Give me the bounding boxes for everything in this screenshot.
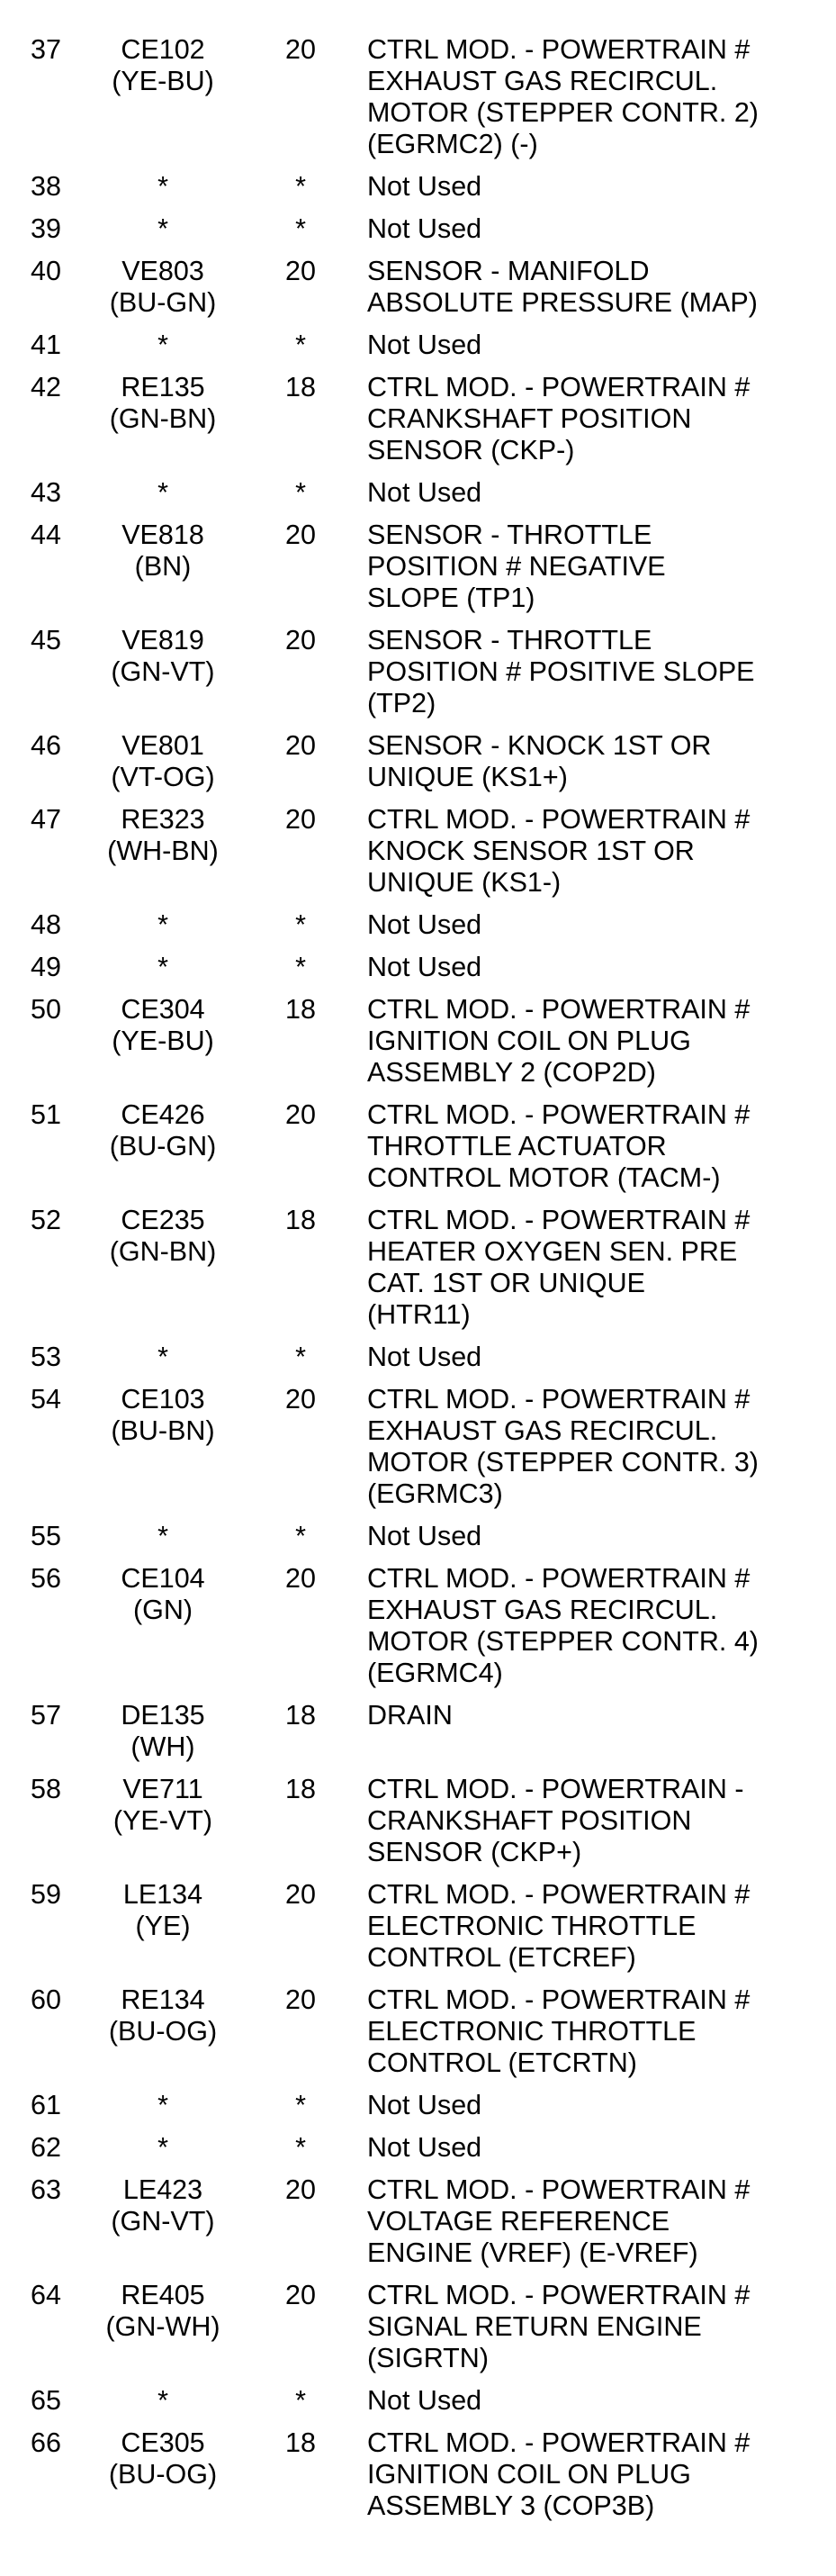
description-line: CTRL MOD. - POWERTRAIN # — [367, 34, 751, 65]
pin-description — [367, 256, 831, 319]
description-line: CTRL MOD. - POWERTRAIN # — [367, 1984, 751, 2015]
wire-gauge: 20 — [285, 34, 316, 65]
wire-gauge: 18 — [285, 1774, 316, 1804]
pin-description — [367, 2427, 831, 2522]
wire-color: (VT-OG) — [111, 762, 215, 792]
wire-gauge: * — [295, 2132, 306, 2163]
pin-description — [367, 730, 831, 793]
circuit-code: * — [157, 2090, 168, 2120]
pin-number: 60 — [31, 1984, 61, 2015]
wire-circuit — [101, 330, 225, 361]
pin-description — [367, 804, 831, 899]
wire-gauge: 18 — [285, 1205, 316, 1235]
pin-number: 66 — [31, 2427, 61, 2458]
table-row — [0, 213, 836, 245]
description-line: Not Used — [367, 2385, 482, 2416]
circuit-code: VE819 — [121, 625, 204, 655]
wire-gauge: 20 — [285, 1384, 316, 1415]
description-line: Not Used — [367, 2090, 482, 2120]
pin-number: 64 — [31, 2280, 61, 2310]
description-line: ABSOLUTE PRESSURE (MAP) — [367, 287, 758, 318]
circuit-code: CE104 — [121, 1563, 205, 1594]
wire-color: (WH-BN) — [107, 836, 219, 866]
pin-number: 62 — [31, 2132, 61, 2163]
wire-color: (GN-BN) — [109, 1236, 217, 1267]
description-line: (EGRMC4) — [367, 1658, 503, 1688]
description-line: CTRL MOD. - POWERTRAIN # — [367, 1879, 751, 1910]
pin-number: 49 — [31, 952, 61, 982]
wire-color: (GN-VT) — [111, 2206, 215, 2237]
wire-gauge: 20 — [285, 730, 316, 761]
description-line: Not Used — [367, 952, 482, 982]
wire-gauge: * — [295, 477, 306, 508]
table-row — [0, 520, 836, 614]
pin-description — [367, 1563, 831, 1689]
pin-description — [367, 1879, 831, 1974]
pin-description — [367, 1774, 831, 1868]
table-row — [0, 1700, 836, 1763]
wire-circuit — [101, 213, 225, 245]
pin-number: 51 — [31, 1099, 61, 1130]
pin-number: 47 — [31, 804, 61, 835]
description-line: UNIQUE (KS1-) — [367, 867, 562, 898]
pin-number: 63 — [31, 2174, 61, 2205]
wire-color: (YE) — [135, 1911, 191, 1941]
description-line: CTRL MOD. - POWERTRAIN # — [367, 1563, 751, 1594]
wire-color: (BU-GN) — [109, 1131, 217, 1161]
description-line: VOLTAGE REFERENCE — [367, 2206, 670, 2237]
description-line: HEATER OXYGEN SEN. PRE — [367, 1236, 738, 1267]
pin-number: 55 — [31, 1521, 61, 1551]
pin-description — [367, 1342, 831, 1373]
circuit-code: * — [157, 213, 168, 244]
wire-gauge: 18 — [285, 372, 316, 402]
wire-gauge: * — [295, 213, 306, 244]
description-line: MOTOR (STEPPER CONTR. 2) — [367, 97, 759, 128]
description-line: CTRL MOD. - POWERTRAIN # — [367, 994, 751, 1025]
pin-description — [367, 2385, 831, 2417]
table-row — [0, 256, 836, 319]
pin-description — [367, 477, 831, 509]
pin-description — [367, 213, 831, 245]
wire-circuit — [101, 372, 225, 435]
description-line: ASSEMBLY 2 (COP2D) — [367, 1057, 656, 1088]
description-line: SENSOR - THROTTLE — [367, 520, 652, 550]
description-line: CONTROL (ETCREF) — [367, 1942, 636, 1973]
table-row — [0, 330, 836, 361]
pin-description — [367, 2090, 831, 2121]
pin-number: 41 — [31, 330, 61, 360]
circuit-code: * — [157, 2385, 168, 2416]
wire-gauge: * — [295, 1521, 306, 1551]
circuit-code: * — [157, 909, 168, 940]
pin-number: 57 — [31, 1700, 61, 1731]
pin-number: 39 — [31, 213, 61, 244]
pin-number: 38 — [31, 171, 61, 202]
pin-description — [367, 1700, 831, 1731]
circuit-code: * — [157, 952, 168, 982]
description-line: ENGINE (VREF) (E-VREF) — [367, 2237, 698, 2268]
wire-gauge: 20 — [285, 520, 316, 550]
circuit-code: RE323 — [121, 804, 205, 835]
wire-color: (GN-BN) — [109, 403, 217, 434]
wire-circuit — [101, 2385, 225, 2417]
circuit-code: CE305 — [121, 2427, 205, 2458]
description-line: Not Used — [367, 1521, 482, 1551]
circuit-code: * — [157, 330, 168, 360]
wire-gauge: * — [295, 909, 306, 940]
pin-number: 48 — [31, 909, 61, 940]
circuit-code: LE134 — [122, 1879, 203, 1910]
description-line: KNOCK SENSOR 1ST OR — [367, 836, 695, 866]
wire-circuit — [101, 730, 225, 793]
pin-description — [367, 994, 831, 1089]
pin-description — [367, 1205, 831, 1331]
wire-circuit — [101, 1700, 225, 1763]
wire-gauge: * — [295, 171, 306, 202]
circuit-code: CE426 — [121, 1099, 205, 1130]
description-line: CTRL MOD. - POWERTRAIN # — [367, 2174, 751, 2205]
wire-gauge: 20 — [285, 2280, 316, 2310]
table-row — [0, 952, 836, 983]
description-line: CTRL MOD. - POWERTRAIN # — [367, 1205, 751, 1235]
wire-circuit — [101, 2090, 225, 2121]
wire-circuit — [101, 1774, 225, 1837]
pin-description — [367, 1384, 831, 1510]
table-row — [0, 909, 836, 941]
wire-circuit — [101, 804, 225, 867]
description-line: SIGNAL RETURN ENGINE — [367, 2311, 702, 2342]
description-line: Not Used — [367, 2132, 482, 2163]
pin-description — [367, 952, 831, 983]
table-row — [0, 2427, 836, 2522]
table-row — [0, 730, 836, 793]
wire-circuit — [101, 171, 225, 203]
wire-circuit — [101, 477, 225, 509]
wire-gauge: * — [295, 2090, 306, 2120]
wire-gauge: 18 — [285, 1700, 316, 1731]
description-line: Not Used — [367, 330, 482, 360]
description-line: CAT. 1ST OR UNIQUE — [367, 1268, 646, 1298]
table-row — [0, 1774, 836, 1868]
pin-number: 53 — [31, 1342, 61, 1372]
pin-description — [367, 34, 831, 160]
wire-gauge: 20 — [285, 256, 316, 286]
description-line: (EGRMC2) (-) — [367, 129, 538, 159]
wire-gauge: * — [295, 952, 306, 982]
pin-description — [367, 372, 831, 466]
circuit-code: * — [157, 2132, 168, 2163]
wire-color: (GN-VT) — [111, 656, 215, 687]
table-row — [0, 1205, 836, 1331]
description-line: Not Used — [367, 213, 482, 244]
description-line: DRAIN — [367, 1700, 453, 1731]
wire-gauge: 20 — [285, 1099, 316, 1130]
wire-color: (BU-GN) — [109, 287, 217, 318]
wire-color: (YE-BU) — [112, 66, 214, 96]
pin-number: 54 — [31, 1384, 61, 1415]
description-line: SENSOR (CKP+) — [367, 1837, 582, 1867]
circuit-code: RE135 — [121, 372, 205, 402]
pin-number: 45 — [31, 625, 61, 655]
wire-gauge: 18 — [285, 994, 316, 1025]
description-line: CTRL MOD. - POWERTRAIN # — [367, 2280, 751, 2310]
pin-description — [367, 1984, 831, 2079]
table-row — [0, 2385, 836, 2417]
wire-circuit — [101, 34, 225, 97]
pin-number: 50 — [31, 994, 61, 1025]
wire-color: (WH) — [130, 1731, 195, 1762]
pin-number: 37 — [31, 34, 61, 65]
description-line: Not Used — [367, 1342, 482, 1372]
description-line: CONTROL MOTOR (TACM-) — [367, 1162, 721, 1193]
circuit-code: RE405 — [121, 2280, 205, 2310]
circuit-code: DE135 — [121, 1700, 205, 1731]
circuit-code: * — [157, 171, 168, 202]
wire-gauge: * — [295, 2385, 306, 2416]
description-line: ELECTRONIC THROTTLE — [367, 2016, 697, 2047]
description-line: SENSOR - MANIFOLD — [367, 256, 650, 286]
wire-color: (BU-OG) — [108, 2016, 218, 2047]
wire-circuit — [101, 1879, 225, 1942]
wire-circuit — [101, 2174, 225, 2237]
table-row — [0, 2132, 836, 2164]
table-row — [0, 477, 836, 509]
wire-gauge: 20 — [285, 1879, 316, 1910]
description-line: EXHAUST GAS RECIRCUL. — [367, 1595, 718, 1625]
wire-gauge: 18 — [285, 2427, 316, 2458]
wire-circuit — [101, 1099, 225, 1162]
description-line: UNIQUE (KS1+) — [367, 762, 568, 792]
table-row — [0, 1521, 836, 1552]
description-line: EXHAUST GAS RECIRCUL. — [367, 1415, 718, 1446]
wire-gauge: 20 — [285, 1563, 316, 1594]
pin-description — [367, 2280, 831, 2374]
wire-gauge: 20 — [285, 2174, 316, 2205]
wire-gauge: * — [295, 330, 306, 360]
description-line: Not Used — [367, 171, 482, 202]
description-line: CRANKSHAFT POSITION — [367, 1805, 692, 1836]
wire-circuit — [101, 1521, 225, 1552]
wire-circuit — [101, 1563, 225, 1626]
table-row — [0, 1984, 836, 2079]
table-row — [0, 2174, 836, 2269]
wire-circuit — [101, 952, 225, 983]
table-row — [0, 171, 836, 203]
description-line: CTRL MOD. - POWERTRAIN # — [367, 2427, 751, 2458]
table-row — [0, 372, 836, 466]
wire-circuit — [101, 994, 225, 1057]
description-line: SENSOR (CKP-) — [367, 435, 575, 465]
circuit-code: CE235 — [121, 1205, 205, 1235]
pin-description — [367, 520, 831, 614]
wire-circuit — [101, 520, 225, 583]
wire-circuit — [101, 1205, 225, 1268]
table-row — [0, 994, 836, 1089]
description-line: (TP2) — [367, 688, 436, 719]
description-line: MOTOR (STEPPER CONTR. 3) — [367, 1447, 759, 1478]
pin-number: 61 — [31, 2090, 61, 2120]
circuit-code: CE304 — [121, 994, 205, 1025]
pin-description — [367, 2174, 831, 2269]
pin-description — [367, 330, 831, 361]
wire-gauge: 20 — [285, 625, 316, 655]
wire-color: (YE-VT) — [112, 1805, 213, 1836]
table-row — [0, 1563, 836, 1689]
pin-number: 40 — [31, 256, 61, 286]
circuit-code: VE818 — [121, 520, 204, 550]
description-line: CTRL MOD. - POWERTRAIN # — [367, 804, 751, 835]
wire-circuit — [101, 2427, 225, 2490]
description-line: THROTTLE ACTUATOR — [367, 1131, 667, 1161]
description-line: SLOPE (TP1) — [367, 583, 535, 613]
description-line: CTRL MOD. - POWERTRAIN # — [367, 1099, 751, 1130]
table-row — [0, 625, 836, 719]
pin-description — [367, 171, 831, 203]
circuit-code: * — [157, 1342, 168, 1372]
table-row — [0, 1099, 836, 1194]
circuit-code: * — [157, 1521, 168, 1551]
description-line: POSITION # NEGATIVE — [367, 551, 666, 582]
description-line: EXHAUST GAS RECIRCUL. — [367, 66, 718, 96]
description-line: Not Used — [367, 477, 482, 508]
circuit-code: CE102 — [121, 34, 205, 65]
table-row — [0, 1879, 836, 1974]
table-row — [0, 2090, 836, 2121]
wire-circuit — [101, 2280, 225, 2343]
wire-circuit — [101, 2132, 225, 2164]
description-line: (SIGRTN) — [367, 2343, 489, 2373]
table-row — [0, 2280, 836, 2374]
circuit-code: LE423 — [122, 2174, 203, 2205]
description-line: CTRL MOD. - POWERTRAIN - — [367, 1774, 744, 1804]
pin-number: 44 — [31, 520, 61, 550]
circuit-code: CE103 — [121, 1384, 205, 1415]
circuit-code: VE803 — [121, 256, 204, 286]
pin-number: 43 — [31, 477, 61, 508]
circuit-code: RE134 — [121, 1984, 205, 2015]
wire-color: (GN) — [132, 1595, 193, 1625]
wire-color: (BN) — [134, 551, 192, 582]
wire-circuit — [101, 625, 225, 688]
wire-gauge: 20 — [285, 1984, 316, 2015]
description-line: CONTROL (ETCRTN) — [367, 2047, 637, 2078]
pin-number: 46 — [31, 730, 61, 761]
description-line: ELECTRONIC THROTTLE — [367, 1911, 697, 1941]
wire-color: (BU-OG) — [108, 2459, 218, 2490]
pin-number: 58 — [31, 1774, 61, 1804]
circuit-code: VE801 — [121, 730, 204, 761]
description-line: POSITION # POSITIVE SLOPE — [367, 656, 755, 687]
wire-color: (BU-BN) — [111, 1415, 215, 1446]
description-line: IGNITION COIL ON PLUG — [367, 1026, 691, 1056]
wire-gauge: 20 — [285, 804, 316, 835]
wire-circuit — [101, 1384, 225, 1447]
description-line: CTRL MOD. - POWERTRAIN # — [367, 372, 751, 402]
table-row — [0, 34, 836, 160]
circuit-code: * — [157, 477, 168, 508]
description-line: SENSOR - THROTTLE — [367, 625, 652, 655]
pin-number: 56 — [31, 1563, 61, 1594]
pin-description — [367, 909, 831, 941]
description-line: CRANKSHAFT POSITION — [367, 403, 692, 434]
pin-description — [367, 2132, 831, 2164]
wire-circuit — [101, 909, 225, 941]
description-line: (EGRMC3) — [367, 1478, 503, 1509]
wire-color: (GN-WH) — [105, 2311, 220, 2342]
table-row — [0, 1342, 836, 1373]
wire-circuit — [101, 1984, 225, 2047]
pin-description — [367, 1521, 831, 1552]
pin-number: 59 — [31, 1879, 61, 1910]
description-line: CTRL MOD. - POWERTRAIN # — [367, 1384, 751, 1415]
wire-circuit — [101, 256, 225, 319]
description-line: IGNITION COIL ON PLUG — [367, 2459, 691, 2490]
description-line: SENSOR - KNOCK 1ST OR — [367, 730, 712, 761]
description-line: Not Used — [367, 909, 482, 940]
description-line: (HTR11) — [367, 1299, 471, 1330]
table-row — [0, 1384, 836, 1510]
pin-description — [367, 625, 831, 719]
description-line: MOTOR (STEPPER CONTR. 4) — [367, 1626, 759, 1657]
table-row — [0, 804, 836, 899]
wire-color: (YE-BU) — [112, 1026, 214, 1056]
pin-number: 65 — [31, 2385, 61, 2416]
pin-number: 52 — [31, 1205, 61, 1235]
wire-circuit — [101, 1342, 225, 1373]
wire-gauge: * — [295, 1342, 306, 1372]
pin-number: 42 — [31, 372, 61, 402]
circuit-code: VE711 — [122, 1774, 203, 1804]
description-line: ASSEMBLY 3 (COP3B) — [367, 2490, 655, 2521]
pin-description — [367, 1099, 831, 1194]
